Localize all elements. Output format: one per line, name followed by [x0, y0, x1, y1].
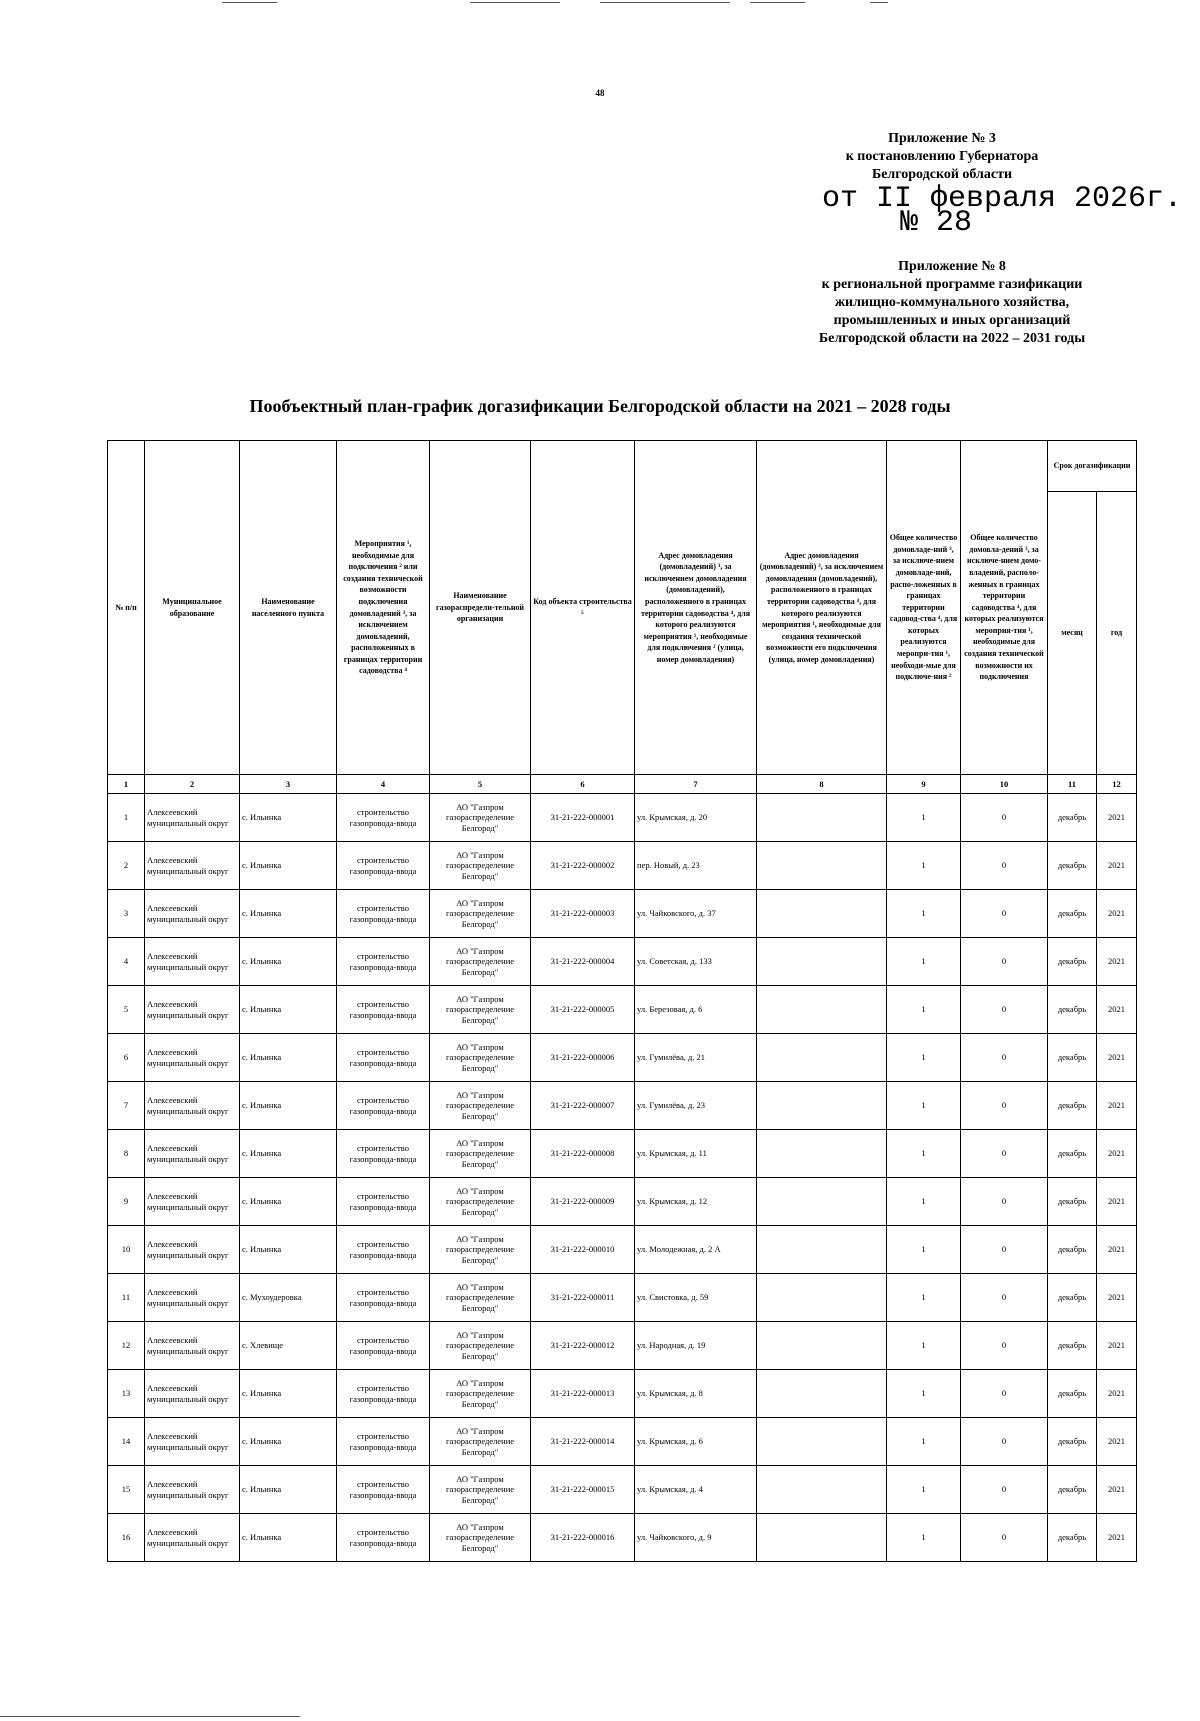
header-year: год [1097, 492, 1137, 775]
address-cell: ул. Народная, д. 19 [635, 1322, 757, 1370]
connect-count-cell: 1 [887, 1034, 961, 1082]
settlement-cell: с. Ильинка [240, 794, 337, 842]
year-cell: 2021 [1097, 842, 1137, 890]
row-number-cell: 9 [108, 1178, 145, 1226]
organization-cell: АО "Газпром газораспределение Белгород" [430, 986, 531, 1034]
tech-count-cell: 0 [961, 1178, 1048, 1226]
object-code-cell: 31-21-222-000005 [531, 986, 635, 1034]
month-cell: декабрь [1048, 890, 1097, 938]
header-object-code: Код объекта строительства ⁵ [531, 441, 635, 775]
organization-cell: АО "Газпром газораспределение Белгород" [430, 1274, 531, 1322]
connect-count-cell: 1 [887, 890, 961, 938]
appendix-8-line-3: жилищно-коммунального хозяйства, [834, 295, 1070, 310]
header-deadline: Срок догазификации [1048, 441, 1137, 492]
settlement-cell: с. Мухоудеровка [240, 1274, 337, 1322]
settlement-cell: с. Ильинка [240, 1034, 337, 1082]
address-cell: ул. Чайковского, д. 9 [635, 1514, 757, 1562]
header-count-connect: Общее количество домовладе-ний ³, за исключе-нием домовладе-ний, распо-ложенных в границах территории садовод-ства ⁴, для которых реализуются меропри-тия ¹, необходи-мые для подключе-ния ² [887, 441, 961, 775]
organization-cell: АО "Газпром газораспределение Белгород" [430, 1370, 531, 1418]
scan-edge-top-2 [470, 2, 560, 3]
tech-count-cell: 0 [961, 1082, 1048, 1130]
measure-cell: строительство газопровода-ввода [337, 1418, 430, 1466]
object-code-cell: 31-21-222-000012 [531, 1322, 635, 1370]
table-row [108, 794, 1137, 842]
column-number-row [108, 775, 1137, 794]
measure-cell: строительство газопровода-ввода [337, 938, 430, 986]
connect-count-cell: 1 [887, 1370, 961, 1418]
tech-count-cell: 0 [961, 938, 1048, 986]
column-number: 5 [430, 775, 531, 794]
year-cell: 2021 [1097, 1370, 1137, 1418]
measure-cell: строительство газопровода-ввода [337, 842, 430, 890]
year-cell: 2021 [1097, 1514, 1137, 1562]
month-cell: декабрь [1048, 1274, 1097, 1322]
column-number: 4 [337, 775, 430, 794]
object-code-cell: 31-21-222-000001 [531, 794, 635, 842]
municipality-cell: Алексеевский муниципальный округ [145, 1370, 240, 1418]
object-code-cell: 31-21-222-000015 [531, 1466, 635, 1514]
column-number: 3 [240, 775, 337, 794]
connect-count-cell: 1 [887, 794, 961, 842]
header-count-tech: Общее количество домовла-дений ³, за исключе-нием домо-владений, располо-женных в границах территории садоводства ⁴, для которых реализуются мероприя-тия ¹, необходимые для создания технической возможности их подключения [961, 441, 1048, 775]
connect-count-cell: 1 [887, 842, 961, 890]
organization-cell: АО "Газпром газораспределение Белгород" [430, 938, 531, 986]
appendix-8-line-4: промышленных и иных организаций [833, 313, 1071, 328]
table-row [108, 1274, 1137, 1322]
settlement-cell: с. Ильинка [240, 1370, 337, 1418]
row-number-cell: 8 [108, 1130, 145, 1178]
object-code-cell: 31-21-222-000014 [531, 1418, 635, 1466]
row-number-cell: 2 [108, 842, 145, 890]
municipality-cell: Алексеевский муниципальный округ [145, 1034, 240, 1082]
date-stamp: от II февраля 2026г. [822, 182, 1183, 216]
object-code-cell: 31-21-222-000006 [531, 1034, 635, 1082]
tech-address-cell [757, 890, 887, 938]
month-cell: декабрь [1048, 1034, 1097, 1082]
address-cell: ул. Березовая, д. 6 [635, 986, 757, 1034]
municipality-cell: Алексеевский муниципальный округ [145, 1466, 240, 1514]
address-cell: ул. Крымская, д. 11 [635, 1130, 757, 1178]
connect-count-cell: 1 [887, 1082, 961, 1130]
tech-count-cell: 0 [961, 842, 1048, 890]
number-stamp: № 28 [900, 206, 973, 240]
object-code-cell: 31-21-222-000010 [531, 1226, 635, 1274]
connect-count-cell: 1 [887, 1466, 961, 1514]
row-number-cell: 11 [108, 1274, 145, 1322]
settlement-cell: с. Хлевище [240, 1322, 337, 1370]
connect-count-cell: 1 [887, 1226, 961, 1274]
municipality-cell: Алексеевский муниципальный округ [145, 842, 240, 890]
tech-count-cell: 0 [961, 1466, 1048, 1514]
organization-cell: АО "Газпром газораспределение Белгород" [430, 1418, 531, 1466]
month-cell: декабрь [1048, 1178, 1097, 1226]
tech-address-cell [757, 1274, 887, 1322]
header-municipality: Муниципальное образование [145, 441, 240, 775]
row-number-cell: 15 [108, 1466, 145, 1514]
row-number-cell: 14 [108, 1418, 145, 1466]
month-cell: декабрь [1048, 938, 1097, 986]
settlement-cell: с. Ильинка [240, 986, 337, 1034]
connect-count-cell: 1 [887, 1514, 961, 1562]
tech-count-cell: 0 [961, 986, 1048, 1034]
month-cell: декабрь [1048, 986, 1097, 1034]
address-cell: ул. Гумилёва, д. 21 [635, 1034, 757, 1082]
table-body [108, 794, 1137, 1562]
settlement-cell: с. Ильинка [240, 1514, 337, 1562]
measure-cell: строительство газопровода-ввода [337, 794, 430, 842]
measure-cell: строительство газопровода-ввода [337, 1466, 430, 1514]
object-code-cell: 31-21-222-000007 [531, 1082, 635, 1130]
table-row [108, 1130, 1137, 1178]
municipality-cell: Алексеевский муниципальный округ [145, 1082, 240, 1130]
year-cell: 2021 [1097, 986, 1137, 1034]
settlement-cell: с. Ильинка [240, 842, 337, 890]
measure-cell: строительство газопровода-ввода [337, 986, 430, 1034]
row-number-cell: 1 [108, 794, 145, 842]
year-cell: 2021 [1097, 1274, 1137, 1322]
year-cell: 2021 [1097, 1034, 1137, 1082]
organization-cell: АО "Газпром газораспределение Белгород" [430, 1322, 531, 1370]
measure-cell: строительство газопровода-ввода [337, 1370, 430, 1418]
column-number: 12 [1097, 775, 1137, 794]
settlement-cell: с. Ильинка [240, 1082, 337, 1130]
municipality-cell: Алексеевский муниципальный округ [145, 938, 240, 986]
header-month: месяц [1048, 492, 1097, 775]
organization-cell: АО "Газпром газораспределение Белгород" [430, 794, 531, 842]
object-code-cell: 31-21-222-000016 [531, 1514, 635, 1562]
scan-edge-top-4 [750, 2, 805, 3]
column-number: 8 [757, 775, 887, 794]
table-row [108, 1178, 1137, 1226]
municipality-cell: Алексеевский муниципальный округ [145, 1130, 240, 1178]
municipality-cell: Алексеевский муниципальный округ [145, 1418, 240, 1466]
organization-cell: АО "Газпром газораспределение Белгород" [430, 842, 531, 890]
month-cell: декабрь [1048, 1418, 1097, 1466]
appendix-3-line-2: к постановлению Губернатора [845, 149, 1039, 164]
column-number: 2 [145, 775, 240, 794]
row-number-cell: 4 [108, 938, 145, 986]
municipality-cell: Алексеевский муниципальный округ [145, 1226, 240, 1274]
measure-cell: строительство газопровода-ввода [337, 1514, 430, 1562]
tech-count-cell: 0 [961, 1034, 1048, 1082]
appendix-8-line-1: Приложение № 8 [898, 259, 1006, 274]
year-cell: 2021 [1097, 794, 1137, 842]
connect-count-cell: 1 [887, 1322, 961, 1370]
column-number: 1 [108, 775, 145, 794]
page-number: 48 [595, 88, 605, 98]
connect-count-cell: 1 [887, 1178, 961, 1226]
measure-cell: строительство газопровода-ввода [337, 1178, 430, 1226]
object-code-cell: 31-21-222-000009 [531, 1178, 635, 1226]
settlement-cell: с. Ильинка [240, 1466, 337, 1514]
tech-address-cell [757, 1226, 887, 1274]
address-cell: ул. Крымская, д. 20 [635, 794, 757, 842]
object-code-cell: 31-21-222-000013 [531, 1370, 635, 1418]
appendix-8-header [792, 258, 1112, 348]
object-code-cell: 31-21-222-000011 [531, 1274, 635, 1322]
table-row [108, 890, 1137, 938]
tech-address-cell [757, 1082, 887, 1130]
year-cell: 2021 [1097, 1466, 1137, 1514]
row-number-cell: 16 [108, 1514, 145, 1562]
table-row [108, 1322, 1137, 1370]
tech-count-cell: 0 [961, 1370, 1048, 1418]
scan-edge-bottom [0, 1716, 300, 1717]
connect-count-cell: 1 [887, 986, 961, 1034]
table-row [108, 1466, 1137, 1514]
month-cell: декабрь [1048, 1130, 1097, 1178]
row-number-cell: 7 [108, 1082, 145, 1130]
tech-count-cell: 0 [961, 1274, 1048, 1322]
address-cell: ул. Крымская, д. 6 [635, 1418, 757, 1466]
address-cell: пер. Новый, д. 23 [635, 842, 757, 890]
address-cell: ул. Молодежная, д. 2 А [635, 1226, 757, 1274]
tech-count-cell: 0 [961, 1418, 1048, 1466]
appendix-8-line-2: к региональной программе газификации [821, 277, 1083, 292]
year-cell: 2021 [1097, 1178, 1137, 1226]
address-cell: ул. Чайковского, д. 37 [635, 890, 757, 938]
connect-count-cell: 1 [887, 1274, 961, 1322]
gasification-schedule-table [107, 440, 1137, 1562]
column-number: 9 [887, 775, 961, 794]
column-number: 10 [961, 775, 1048, 794]
measure-cell: строительство газопровода-ввода [337, 1274, 430, 1322]
column-number: 11 [1048, 775, 1097, 794]
tech-address-cell [757, 1418, 887, 1466]
tech-address-cell [757, 1178, 887, 1226]
month-cell: декабрь [1048, 1082, 1097, 1130]
header-address-tech: Адрес домовладения (домовладений) ³, за исключением домовладения (домовладений), расположенного в границах территории садоводства ⁴, для которого реализуются мероприятия ¹, необходимые для создания технической возможности его подключения (улица, номер домовладения) [757, 441, 887, 775]
year-cell: 2021 [1097, 890, 1137, 938]
appendix-8-line-5: Белгородской области на 2022 – 2031 годы [818, 331, 1086, 346]
organization-cell: АО "Газпром газораспределение Белгород" [430, 1226, 531, 1274]
tech-address-cell [757, 1514, 887, 1562]
header-address-connect: Адрес домовладения (домовладений) ³, за исключением домовладения (домовладений), расположенного в границах территории садоводства ⁴, для которого реализуются мероприятия ¹, необходимые для подключения ² (улица, номер домовладения) [635, 441, 757, 775]
table-row [108, 1418, 1137, 1466]
header-organization: Наименование газораспредели-тельной организации [430, 441, 531, 775]
measure-cell: строительство газопровода-ввода [337, 1082, 430, 1130]
table-row [108, 1370, 1137, 1418]
municipality-cell: Алексеевский муниципальный округ [145, 1178, 240, 1226]
scan-edge-top-5 [870, 2, 888, 3]
object-code-cell: 31-21-222-000008 [531, 1130, 635, 1178]
address-cell: ул. Советская, д. 133 [635, 938, 757, 986]
measure-cell: строительство газопровода-ввода [337, 890, 430, 938]
settlement-cell: с. Ильинка [240, 1418, 337, 1466]
organization-cell: АО "Газпром газораспределение Белгород" [430, 1034, 531, 1082]
header-settlement: Наименование населенного пункта [240, 441, 337, 775]
appendix-3-line-3: Белгородской области [871, 167, 1013, 182]
address-cell: ул. Крымская, д. 12 [635, 1178, 757, 1226]
row-number-cell: 12 [108, 1322, 145, 1370]
measure-cell: строительство газопровода-ввода [337, 1034, 430, 1082]
header-measures: Мероприятия ¹, необходимые для подключения ² или создания технической возможности подключения домовладений ³, за исключением домовладений, расположенных в границах территории садоводства ⁴ [337, 441, 430, 775]
year-cell: 2021 [1097, 1130, 1137, 1178]
column-number: 7 [635, 775, 757, 794]
table-row [108, 1514, 1137, 1562]
tech-address-cell [757, 794, 887, 842]
year-cell: 2021 [1097, 1226, 1137, 1274]
year-cell: 2021 [1097, 1418, 1137, 1466]
municipality-cell: Алексеевский муниципальный округ [145, 890, 240, 938]
month-cell: декабрь [1048, 1370, 1097, 1418]
row-number-cell: 5 [108, 986, 145, 1034]
organization-cell: АО "Газпром газораспределение Белгород" [430, 1466, 531, 1514]
row-number-cell: 6 [108, 1034, 145, 1082]
connect-count-cell: 1 [887, 1418, 961, 1466]
table-row [108, 1082, 1137, 1130]
connect-count-cell: 1 [887, 1130, 961, 1178]
month-cell: декабрь [1048, 1466, 1097, 1514]
object-code-cell: 31-21-222-000004 [531, 938, 635, 986]
month-cell: декабрь [1048, 842, 1097, 890]
municipality-cell: Алексеевский муниципальный округ [145, 1274, 240, 1322]
municipality-cell: Алексеевский муниципальный округ [145, 986, 240, 1034]
tech-address-cell [757, 1466, 887, 1514]
table-row [108, 986, 1137, 1034]
address-cell: ул. Свистовка, д. 59 [635, 1274, 757, 1322]
connect-count-cell: 1 [887, 938, 961, 986]
organization-cell: АО "Газпром газораспределение Белгород" [430, 1514, 531, 1562]
month-cell: декабрь [1048, 794, 1097, 842]
organization-cell: АО "Газпром газораспределение Белгород" [430, 1130, 531, 1178]
tech-count-cell: 0 [961, 794, 1048, 842]
address-cell: ул. Крымская, д. 8 [635, 1370, 757, 1418]
measure-cell: строительство газопровода-ввода [337, 1322, 430, 1370]
scan-edge-top-3 [600, 2, 730, 3]
address-cell: ул. Гумилёва, д. 23 [635, 1082, 757, 1130]
tech-address-cell [757, 1370, 887, 1418]
settlement-cell: с. Ильинка [240, 1130, 337, 1178]
municipality-cell: Алексеевский муниципальный округ [145, 1322, 240, 1370]
scan-edge-top-1 [222, 2, 277, 3]
appendix-3-header [812, 130, 1072, 184]
object-code-cell: 31-21-222-000002 [531, 842, 635, 890]
month-cell: декабрь [1048, 1322, 1097, 1370]
year-cell: 2021 [1097, 1322, 1137, 1370]
month-cell: декабрь [1048, 1226, 1097, 1274]
tech-address-cell [757, 986, 887, 1034]
document-title: Пообъектный план-график догазификации Белгородской области на 2021 – 2028 годы [249, 396, 951, 416]
municipality-cell: Алексеевский муниципальный округ [145, 794, 240, 842]
row-number-cell: 3 [108, 890, 145, 938]
column-number: 6 [531, 775, 635, 794]
row-number-cell: 13 [108, 1370, 145, 1418]
tech-count-cell: 0 [961, 890, 1048, 938]
object-code-cell: 31-21-222-000003 [531, 890, 635, 938]
month-cell: декабрь [1048, 1514, 1097, 1562]
measure-cell: строительство газопровода-ввода [337, 1130, 430, 1178]
tech-count-cell: 0 [961, 1226, 1048, 1274]
organization-cell: АО "Газпром газораспределение Белгород" [430, 1082, 531, 1130]
organization-cell: АО "Газпром газораспределение Белгород" [430, 890, 531, 938]
settlement-cell: с. Ильинка [240, 1178, 337, 1226]
year-cell: 2021 [1097, 1082, 1137, 1130]
tech-address-cell [757, 1130, 887, 1178]
year-cell: 2021 [1097, 938, 1137, 986]
tech-count-cell: 0 [961, 1514, 1048, 1562]
tech-address-cell [757, 1034, 887, 1082]
table-row [108, 1226, 1137, 1274]
tech-count-cell: 0 [961, 1130, 1048, 1178]
header-num: № п/п [108, 441, 145, 775]
address-cell: ул. Крымская, д. 4 [635, 1466, 757, 1514]
settlement-cell: с. Ильинка [240, 1226, 337, 1274]
municipality-cell: Алексеевский муниципальный округ [145, 1514, 240, 1562]
row-number-cell: 10 [108, 1226, 145, 1274]
measure-cell: строительство газопровода-ввода [337, 1226, 430, 1274]
table-row [108, 938, 1137, 986]
settlement-cell: с. Ильинка [240, 890, 337, 938]
table-row [108, 842, 1137, 890]
settlement-cell: с. Ильинка [240, 938, 337, 986]
tech-address-cell [757, 938, 887, 986]
tech-count-cell: 0 [961, 1322, 1048, 1370]
table-row [108, 1034, 1137, 1082]
appendix-3-line-1: Приложение № 3 [888, 131, 996, 146]
tech-address-cell [757, 1322, 887, 1370]
tech-address-cell [757, 842, 887, 890]
organization-cell: АО "Газпром газораспределение Белгород" [430, 1178, 531, 1226]
